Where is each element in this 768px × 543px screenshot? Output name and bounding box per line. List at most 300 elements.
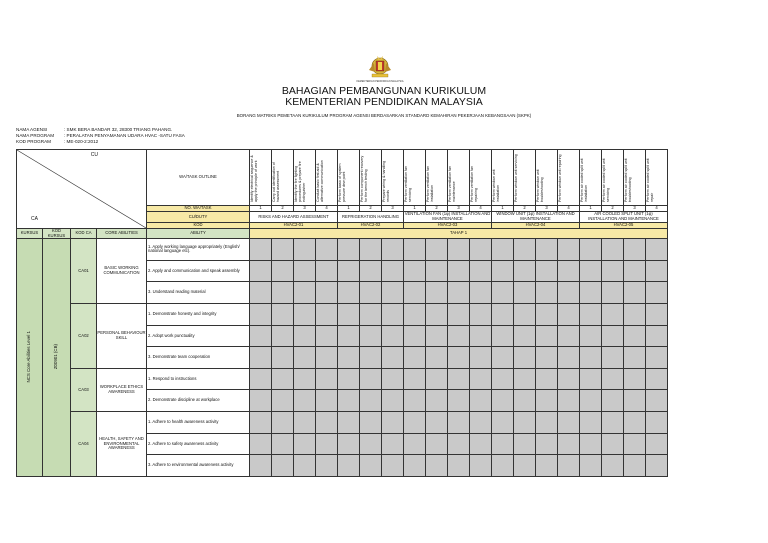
course-code-text: Z00901 (CB) bbox=[53, 344, 59, 370]
matrix-cell bbox=[602, 411, 624, 433]
course-name bbox=[17, 239, 43, 477]
matrix-cell bbox=[316, 325, 338, 347]
matrix-cell bbox=[470, 260, 492, 282]
task-header bbox=[646, 150, 668, 206]
matrix-cell bbox=[470, 368, 492, 390]
matrix-cell bbox=[250, 368, 272, 390]
matrix-cell bbox=[624, 368, 646, 390]
matrix-cell bbox=[470, 325, 492, 347]
matrix-cell bbox=[250, 390, 272, 412]
matrix-cell bbox=[624, 239, 646, 261]
ca-code: CA02 bbox=[71, 303, 97, 368]
matrix-cell bbox=[294, 390, 316, 412]
matrix-cell bbox=[338, 325, 360, 347]
matrix-cell bbox=[316, 433, 338, 455]
task-label: Perform window unit installation bbox=[492, 168, 500, 202]
matrix-cell bbox=[426, 303, 448, 325]
task-header bbox=[558, 150, 580, 206]
matrix-cell bbox=[536, 303, 558, 325]
matrix-cell bbox=[448, 368, 470, 390]
matrix-cell bbox=[536, 455, 558, 477]
matrix-cell bbox=[382, 303, 404, 325]
duty-title: AIR COOLED SPLIT UNIT (1φ) INSTALLATION AND MAINTENANCE bbox=[580, 212, 668, 223]
matrix-cell bbox=[492, 260, 514, 282]
matrix-cell bbox=[316, 282, 338, 304]
matrix-cell bbox=[316, 260, 338, 282]
matrix-cell bbox=[250, 347, 272, 369]
matrix-cell bbox=[272, 303, 294, 325]
matrix-cell bbox=[272, 347, 294, 369]
matrix-cell bbox=[580, 390, 602, 412]
ability-text: 3. Demonstrate team cooperation bbox=[147, 347, 250, 369]
matrix-cell bbox=[492, 303, 514, 325]
matrix-cell bbox=[536, 325, 558, 347]
program-info bbox=[16, 127, 185, 146]
ca-label: CA bbox=[31, 216, 38, 223]
task-label: Perform air cooled split unit troubleshooting bbox=[624, 157, 632, 202]
matrix-cell bbox=[404, 282, 426, 304]
matrix-cell bbox=[536, 368, 558, 390]
matrix-cell bbox=[624, 325, 646, 347]
matrix-cell bbox=[426, 282, 448, 304]
task-number-label: NO. WA/TASK bbox=[147, 206, 250, 212]
matrix-cell bbox=[558, 455, 580, 477]
table-row bbox=[17, 239, 668, 261]
matrix-cell bbox=[514, 433, 536, 455]
matrix-cell bbox=[514, 239, 536, 261]
info-key: NAMA PROGRAM bbox=[16, 133, 55, 139]
matrix-cell bbox=[404, 347, 426, 369]
task-header bbox=[294, 150, 316, 206]
matrix-cell bbox=[602, 390, 624, 412]
matrix-cell bbox=[580, 411, 602, 433]
matrix-cell bbox=[294, 303, 316, 325]
task-number: 2 bbox=[514, 206, 536, 212]
page-title-2: KEMENTERIAN PENDIDIKAN MALAYSIA bbox=[285, 96, 483, 108]
task-number: 2 bbox=[360, 206, 382, 212]
ability-text: 3. Adhere to environmental awareness activity bbox=[147, 455, 250, 477]
matrix-cell bbox=[536, 347, 558, 369]
task-label: Perform window unit repairing bbox=[558, 153, 562, 202]
matrix-cell bbox=[448, 260, 470, 282]
ability-text: 2. Apply and communication and speak assembly bbox=[147, 260, 250, 282]
duty-code: HVAC2-01 bbox=[250, 223, 338, 229]
ability-text: 1. Adhere to health awareness activity bbox=[147, 411, 250, 433]
matrix-cell bbox=[382, 260, 404, 282]
duty-title: REFRIGERATION HANDLING bbox=[338, 212, 404, 223]
info-value: : ME-020-2:2012 bbox=[64, 139, 99, 145]
info-value: : PERALATAN PENYAMANAN UDARA HVAC -SATU FASA bbox=[64, 133, 185, 139]
matrix-cell bbox=[448, 455, 470, 477]
matrix-cell bbox=[426, 347, 448, 369]
matrix-cell bbox=[382, 347, 404, 369]
col-header-kod_ca: KOD CA bbox=[71, 229, 97, 239]
matrix-cell bbox=[536, 390, 558, 412]
matrix-cell bbox=[646, 325, 668, 347]
task-label: Perform component recovery for the bench testing bbox=[360, 155, 368, 202]
matrix-cell bbox=[514, 282, 536, 304]
matrix-cell bbox=[580, 303, 602, 325]
matrix-cell bbox=[250, 325, 272, 347]
matrix-cell bbox=[492, 433, 514, 455]
task-number: 4 bbox=[558, 206, 580, 212]
course-name-text: NCS Core Abilities Level 1 bbox=[26, 330, 32, 383]
task-label: Conduct basic first aid & alternative communication bbox=[316, 159, 324, 202]
matrix-cell bbox=[558, 347, 580, 369]
task-label: Perform window unit troubleshooting bbox=[536, 168, 544, 202]
matrix-cell bbox=[426, 411, 448, 433]
matrix-cell bbox=[250, 303, 272, 325]
matrix-cell bbox=[404, 325, 426, 347]
matrix-cell bbox=[558, 411, 580, 433]
matrix-cell bbox=[646, 260, 668, 282]
code-label: KOD bbox=[147, 223, 250, 229]
matrix-cell bbox=[580, 368, 602, 390]
tahap-label: TAHAP 1 bbox=[250, 229, 668, 239]
matrix-cell bbox=[316, 347, 338, 369]
ability-text: 1. Apply working language appropriately (English/ national language etc). bbox=[147, 239, 250, 261]
matrix-cell bbox=[360, 282, 382, 304]
matrix-cell bbox=[360, 325, 382, 347]
matrix-cell bbox=[404, 455, 426, 477]
matrix-cell bbox=[338, 239, 360, 261]
task-number: 1 bbox=[338, 206, 360, 212]
task-number: 3 bbox=[382, 206, 404, 212]
matrix-cell bbox=[492, 325, 514, 347]
matrix-cell bbox=[250, 239, 272, 261]
matrix-cell bbox=[470, 239, 492, 261]
matrix-cell bbox=[558, 390, 580, 412]
task-number: 4 bbox=[470, 206, 492, 212]
matrix-cell bbox=[316, 455, 338, 477]
matrix-cell bbox=[294, 433, 316, 455]
task-number: 2 bbox=[426, 206, 448, 212]
matrix-cell bbox=[448, 239, 470, 261]
matrix-cell bbox=[624, 411, 646, 433]
matrix-cell bbox=[448, 347, 470, 369]
matrix-cell bbox=[338, 303, 360, 325]
matrix-cell bbox=[294, 411, 316, 433]
matrix-cell bbox=[316, 239, 338, 261]
matrix-cell bbox=[272, 390, 294, 412]
matrix-cell bbox=[272, 411, 294, 433]
matrix-cell bbox=[580, 455, 602, 477]
matrix-cell bbox=[404, 260, 426, 282]
matrix-cell bbox=[360, 390, 382, 412]
task-number: 3 bbox=[624, 206, 646, 212]
duty-label: CU/DUTY bbox=[147, 212, 250, 223]
matrix-cell bbox=[426, 239, 448, 261]
matrix-cell bbox=[514, 303, 536, 325]
matrix-cell bbox=[404, 390, 426, 412]
matrix-cell bbox=[360, 239, 382, 261]
task-number: 2 bbox=[272, 206, 294, 212]
page-subtitle: BORANG MATRIKS PEMETAAN KURIKULUM PROGRAM AGENSI BERDASARKAN STANDARD KEMAHIRAN PEKERJAAN KEBANGSAAN (SKPK) bbox=[236, 113, 532, 118]
table-row bbox=[17, 368, 668, 390]
matrix-cell bbox=[602, 282, 624, 304]
info-value: : SMK BERA BANDAR 32, 28300 TRIANG PAHANG. bbox=[64, 127, 173, 132]
duty-code: HVAC2-02 bbox=[338, 223, 404, 229]
matrix-cell bbox=[448, 411, 470, 433]
matrix-cell bbox=[514, 347, 536, 369]
table-row bbox=[17, 411, 668, 433]
matrix-cell bbox=[250, 260, 272, 282]
matrix-cell bbox=[404, 433, 426, 455]
matrix-cell bbox=[470, 433, 492, 455]
matrix-cell bbox=[250, 433, 272, 455]
matrix-cell bbox=[272, 368, 294, 390]
matrix-cell bbox=[558, 368, 580, 390]
matrix-cell bbox=[602, 239, 624, 261]
matrix-cell bbox=[624, 390, 646, 412]
matrix-cell bbox=[580, 433, 602, 455]
matrix-cell bbox=[382, 282, 404, 304]
matrix-cell bbox=[646, 390, 668, 412]
matrix-cell bbox=[250, 455, 272, 477]
task-header bbox=[272, 150, 294, 206]
matrix-cell bbox=[646, 411, 668, 433]
matrix-cell bbox=[448, 325, 470, 347]
task-header bbox=[624, 150, 646, 206]
matrix-cell bbox=[602, 303, 624, 325]
task-number: 3 bbox=[448, 206, 470, 212]
matrix-cell bbox=[646, 433, 668, 455]
task-number: 4 bbox=[316, 206, 338, 212]
matrix-cell bbox=[404, 303, 426, 325]
info-row bbox=[16, 139, 185, 145]
curriculum-matrix bbox=[16, 149, 668, 477]
core-ability: WORKPLACE ETHICS AWARENESS bbox=[97, 368, 147, 411]
matrix-cell bbox=[404, 411, 426, 433]
matrix-cell bbox=[382, 455, 404, 477]
task-label: Perform air cooled split unit repair bbox=[646, 157, 654, 202]
ability-text: 2. Adopt work punctuality bbox=[147, 325, 250, 347]
matrix-cell bbox=[514, 368, 536, 390]
matrix-cell bbox=[294, 239, 316, 261]
core-ability: PERSONAL BEHAVIOUR SKILL bbox=[97, 303, 147, 368]
col-header-ability: ABILITY bbox=[147, 229, 250, 239]
matrix-cell bbox=[536, 433, 558, 455]
task-label: Perform ventilation fan maintenance bbox=[448, 165, 456, 202]
matrix-cell bbox=[250, 411, 272, 433]
core-ability: HEALTH, SAFETY AND ENVIRONMENTAL AWARENESS bbox=[97, 411, 147, 476]
matrix-cell bbox=[624, 433, 646, 455]
matrix-cell bbox=[338, 282, 360, 304]
matrix-cell bbox=[558, 260, 580, 282]
task-header bbox=[426, 150, 448, 206]
malaysia-crest-icon bbox=[365, 54, 395, 80]
matrix-cell bbox=[426, 455, 448, 477]
matrix-cell bbox=[338, 260, 360, 282]
matrix-cell bbox=[536, 282, 558, 304]
task-label: Carry out identification of hazard assessment bbox=[272, 161, 280, 202]
matrix-cell bbox=[360, 411, 382, 433]
col-header-kursus: KURSUS bbox=[17, 229, 43, 239]
task-header bbox=[316, 150, 338, 206]
task-number: 1 bbox=[404, 206, 426, 212]
matrix-cell bbox=[492, 455, 514, 477]
matrix-cell bbox=[426, 368, 448, 390]
matrix-cell bbox=[338, 455, 360, 477]
matrix-cell bbox=[272, 455, 294, 477]
task-label: Identify electrical sequence & apply the principle of work bbox=[250, 154, 258, 202]
matrix-cell bbox=[360, 347, 382, 369]
matrix-cell bbox=[514, 455, 536, 477]
task-label: Perform ventilation fan installation bbox=[426, 165, 434, 202]
matrix-cell bbox=[470, 411, 492, 433]
matrix-cell bbox=[382, 325, 404, 347]
course-code bbox=[43, 239, 71, 477]
matrix-cell bbox=[382, 411, 404, 433]
ability-text: 2. Demonstrate discipline at workplace bbox=[147, 390, 250, 412]
matrix-cell bbox=[272, 239, 294, 261]
table-row bbox=[17, 303, 668, 325]
matrix-cell bbox=[338, 433, 360, 455]
matrix-cell bbox=[602, 455, 624, 477]
matrix-cell bbox=[646, 303, 668, 325]
matrix-cell bbox=[426, 260, 448, 282]
task-header bbox=[514, 150, 536, 206]
matrix-cell bbox=[272, 282, 294, 304]
matrix-cell bbox=[602, 260, 624, 282]
task-number: 3 bbox=[536, 206, 558, 212]
matrix-cell bbox=[338, 368, 360, 390]
duty-code: HVAC2-05 bbox=[580, 223, 668, 229]
matrix-cell bbox=[316, 411, 338, 433]
matrix-cell bbox=[558, 303, 580, 325]
task-number: 1 bbox=[250, 206, 272, 212]
cu-label: CU bbox=[90, 152, 98, 158]
matrix-cell bbox=[536, 239, 558, 261]
task-header bbox=[382, 150, 404, 206]
matrix-cell bbox=[558, 282, 580, 304]
matrix-cell bbox=[624, 347, 646, 369]
col-header-core: CORE ABILITIES bbox=[97, 229, 147, 239]
matrix-cell bbox=[338, 411, 360, 433]
task-number: 4 bbox=[646, 206, 668, 212]
matrix-cell bbox=[294, 282, 316, 304]
matrix-cell bbox=[316, 390, 338, 412]
matrix-cell bbox=[316, 368, 338, 390]
task-number: 1 bbox=[580, 206, 602, 212]
matrix-cell bbox=[602, 368, 624, 390]
info-key: NAMA AGENSI bbox=[16, 127, 48, 132]
matrix-cell bbox=[470, 347, 492, 369]
matrix-cell bbox=[514, 411, 536, 433]
matrix-cell bbox=[426, 390, 448, 412]
task-header bbox=[602, 150, 624, 206]
crest-caption: KEMENTERIAN PENDIDIKAN MALAYSIA bbox=[356, 80, 404, 83]
matrix-cell bbox=[360, 433, 382, 455]
matrix-cell bbox=[426, 325, 448, 347]
matrix-cell bbox=[536, 411, 558, 433]
matrix-cell bbox=[492, 411, 514, 433]
duty-title: RISKS AND HAZARD ASSESSMENT bbox=[250, 212, 338, 223]
matrix-cell bbox=[316, 303, 338, 325]
ability-text: 1. Demonstrate honesty and integrity bbox=[147, 303, 250, 325]
page-title: BAHAGIAN PEMBANGUNAN KURIKULUM bbox=[281, 85, 487, 97]
matrix-cell bbox=[580, 347, 602, 369]
info-key: KOD PROGRAM bbox=[16, 139, 51, 145]
task-label: Perform window unit servicing bbox=[514, 153, 518, 202]
matrix-cell bbox=[624, 260, 646, 282]
matrix-cell bbox=[250, 282, 272, 304]
matrix-cell bbox=[338, 390, 360, 412]
matrix-cell bbox=[360, 303, 382, 325]
task-number: 1 bbox=[492, 206, 514, 212]
matrix-cell bbox=[294, 455, 316, 477]
duty-title: WINDOW UNIT (1φ) INSTALLATION AND MAINTENANCE bbox=[492, 212, 580, 223]
task-header bbox=[448, 150, 470, 206]
matrix-cell bbox=[558, 239, 580, 261]
duty-title: VENTILATION FAN (1φ) INSTALLATION AND MAINTENANCE bbox=[404, 211, 491, 221]
matrix-cell bbox=[602, 347, 624, 369]
task-label: Perform ventilation fan repairing bbox=[470, 165, 478, 202]
core-ability: BASIC WORKING COMMUNICATION bbox=[97, 239, 147, 304]
matrix-cell bbox=[404, 239, 426, 261]
matrix-cell bbox=[580, 239, 602, 261]
task-label: Perform air cooled split unit servicing bbox=[602, 157, 610, 202]
matrix-cell bbox=[294, 260, 316, 282]
matrix-cell bbox=[294, 368, 316, 390]
matrix-cell bbox=[272, 325, 294, 347]
matrix-cell bbox=[558, 325, 580, 347]
matrix-cell bbox=[514, 260, 536, 282]
cu-ca-diagonal bbox=[17, 150, 147, 229]
ca-code: CA01 bbox=[71, 239, 97, 304]
task-header bbox=[338, 150, 360, 206]
matrix-cell bbox=[646, 455, 668, 477]
duty-code: HVAC2-04 bbox=[492, 223, 580, 229]
task-header bbox=[250, 150, 272, 206]
matrix-cell bbox=[602, 325, 624, 347]
matrix-cell bbox=[382, 433, 404, 455]
matrix-cell bbox=[272, 433, 294, 455]
task-header bbox=[580, 150, 602, 206]
matrix-cell bbox=[470, 455, 492, 477]
ability-text: 3. Understand reading material bbox=[147, 282, 250, 304]
task-header bbox=[492, 150, 514, 206]
matrix-cell bbox=[470, 282, 492, 304]
ca-code: CA04 bbox=[71, 411, 97, 476]
matrix-cell bbox=[624, 303, 646, 325]
matrix-cell bbox=[646, 239, 668, 261]
matrix-cell bbox=[426, 433, 448, 455]
task-number: 3 bbox=[294, 206, 316, 212]
matrix-cell bbox=[470, 303, 492, 325]
duty-code: HVAC2-03 bbox=[404, 223, 492, 229]
matrix-cell bbox=[580, 325, 602, 347]
matrix-cell bbox=[382, 368, 404, 390]
matrix-cell bbox=[448, 390, 470, 412]
matrix-cell bbox=[470, 390, 492, 412]
matrix-cell bbox=[448, 433, 470, 455]
matrix-cell bbox=[492, 390, 514, 412]
ability-text: 1. Respond to instructions bbox=[147, 368, 250, 390]
matrix-cell bbox=[492, 347, 514, 369]
task-label: Perform basic of system pressure dew point bbox=[338, 162, 346, 202]
matrix-cell bbox=[448, 282, 470, 304]
matrix-cell bbox=[294, 347, 316, 369]
matrix-cell bbox=[338, 347, 360, 369]
matrix-cell bbox=[514, 325, 536, 347]
matrix-cell bbox=[646, 368, 668, 390]
matrix-cell bbox=[382, 390, 404, 412]
matrix-cell bbox=[360, 260, 382, 282]
matrix-cell bbox=[492, 368, 514, 390]
task-header bbox=[536, 150, 558, 206]
matrix-cell bbox=[448, 303, 470, 325]
